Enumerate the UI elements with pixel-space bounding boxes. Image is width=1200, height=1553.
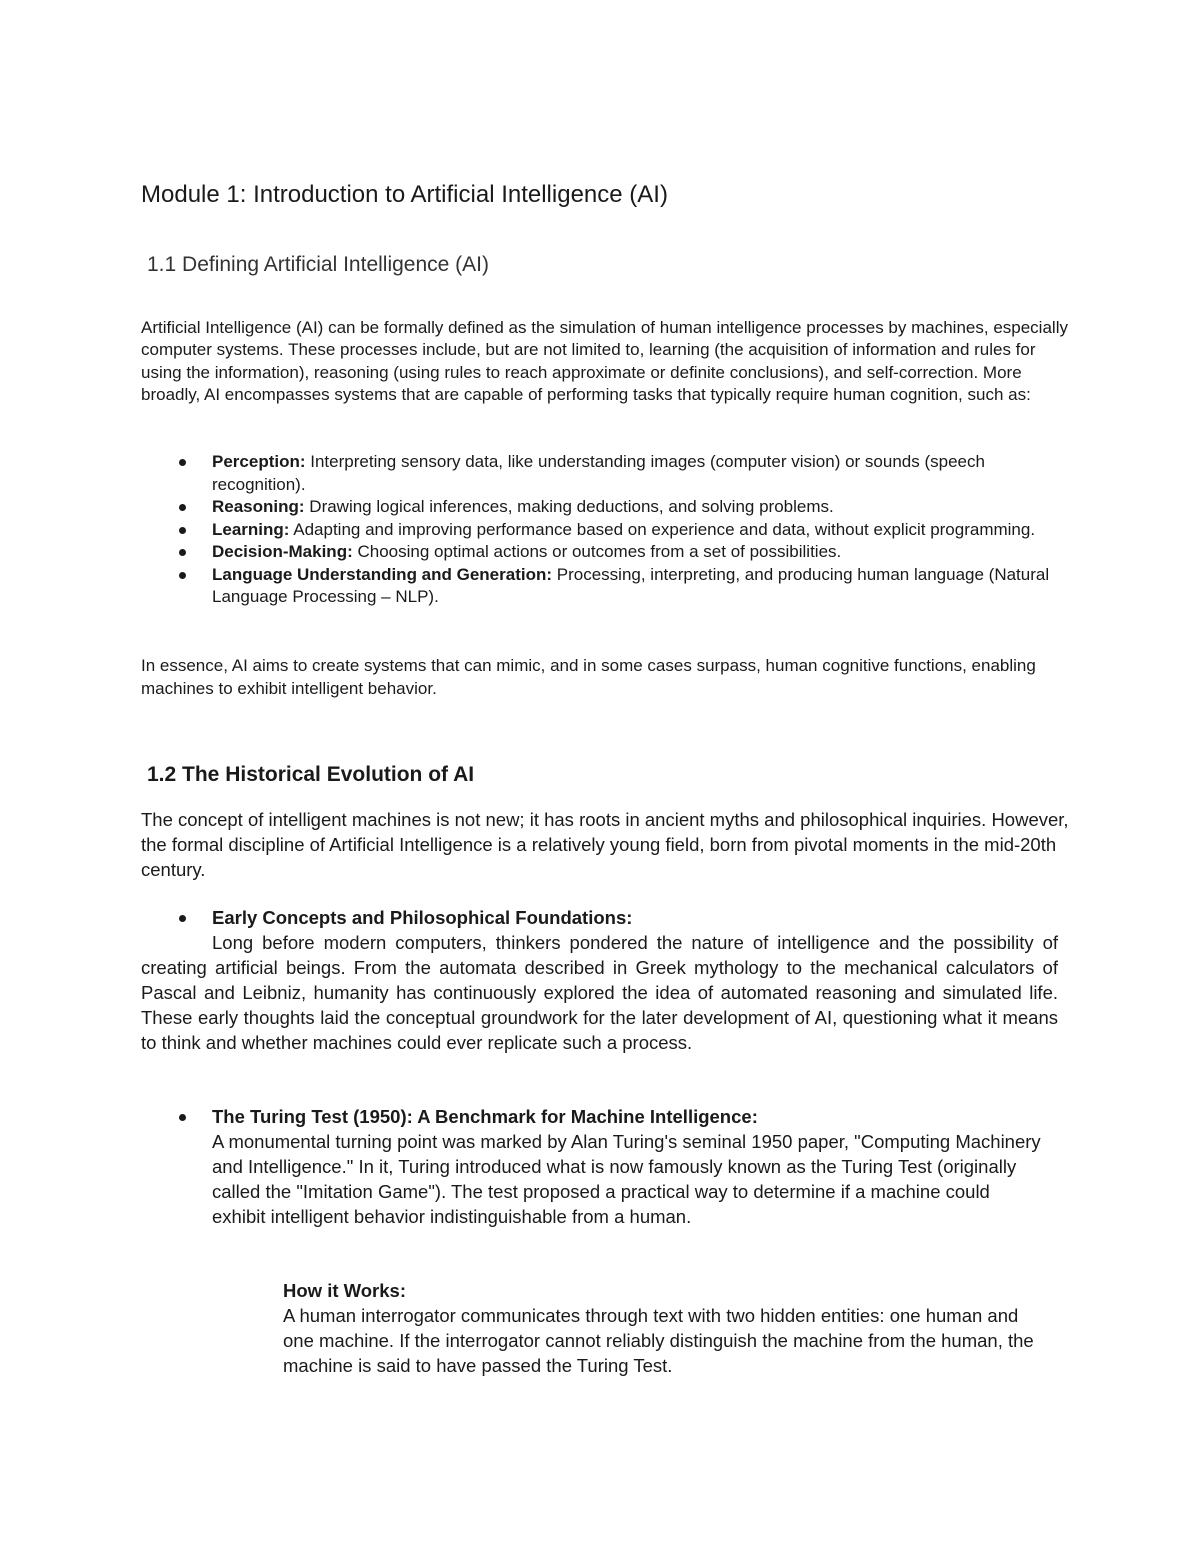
early-concepts-item xyxy=(141,905,1058,1055)
list-item-term: Language Understanding and Generation: xyxy=(212,564,553,584)
list-item xyxy=(141,519,1061,542)
list-item xyxy=(141,451,1061,496)
turing-test-body: A monumental turning point was marked by Alan Turing's seminal 1950 paper, "Computing Machinery and Intelligence." In it, Turing introduced what is now famously known as the Turing Test (originally called the "Imitation Game"). The test proposed a practical way to determine if a machine could exhibit intelligent behavior indistinguishable from a human. xyxy=(212,1131,1041,1227)
bullet-icon xyxy=(179,459,186,466)
section-1-1-outro: In essence, AI aims to create systems that can mimic, and in some cases surpass, human cognitive functions, enabling machines to exhibit intelligent behavior. xyxy=(141,656,1036,698)
bullet-icon xyxy=(179,527,186,534)
section-1-2-intro: The concept of intelligent machines is not new; it has roots in ancient myths and philosophical inquiries. However, the formal discipline of Artificial Intelligence is a relatively young field, born from pivotal moments in the mid-20th century. xyxy=(141,809,1069,880)
turing-test-item xyxy=(141,1104,1041,1229)
bullet-icon xyxy=(179,915,186,922)
early-concepts-body: Long before modern computers, thinkers pondered the nature of intelligence and the possibility of creating artificial beings. From the automata described in Greek mythology to the mechanical calculators of Pascal and Leibniz, humanity has continuously explored the idea of automated reasoning and simulated life. These early thoughts laid the conceptual groundwork for the later development of AI, questioning what it means to think and whether machines could ever replicate such a process. xyxy=(141,932,1058,1053)
list-item-term: Decision-Making: xyxy=(212,542,353,561)
section-1-1-heading: 1.1 Defining Artificial Intelligence (AI) xyxy=(147,253,489,276)
how-it-works-block xyxy=(283,1278,1043,1378)
list-item xyxy=(141,541,1061,564)
bullet-icon xyxy=(179,1114,186,1121)
how-it-works-body: A human interrogator communicates through text with two hidden entities: one human and one machine. If the interrogator cannot reliably distinguish the machine from the human, the machine is said to have passed the Turing Test. xyxy=(283,1305,1034,1376)
list-item-text: Choosing optimal actions or outcomes from a set of possibilities. xyxy=(352,542,842,561)
list-item-text: Interpreting sensory data, like understanding images (computer vision) or sounds (speech recognition). xyxy=(212,452,985,494)
early-concepts-title: Early Concepts and Philosophical Foundations: xyxy=(212,907,633,928)
turing-test-title: The Turing Test (1950): A Benchmark for Machine Intelligence: xyxy=(212,1106,758,1127)
list-item-term: Learning: xyxy=(212,519,290,539)
module-title: Module 1: Introduction to Artificial Intelligence (AI) xyxy=(141,181,668,208)
list-item-term: Perception: xyxy=(212,452,306,471)
bullet-icon xyxy=(179,572,186,579)
list-item-text: Adapting and improving performance based on experience and data, without explicit programming. xyxy=(289,519,1036,539)
section-1-2-heading: 1.2 The Historical Evolution of AI xyxy=(147,763,475,786)
list-item xyxy=(141,496,1061,519)
section-1-1-intro: Artificial Intelligence (AI) can be formally defined as the simulation of human intelligence processes by machines, especially computer systems. These processes include, but are not limited to, learning (the acquisition of information and rules for using the information), reasoning (using rules to reach approximate or definite conclusions), and self-correction. More broadly, AI encompasses systems that are capable of performing tasks that typically require human cognition, such as: xyxy=(141,318,1068,405)
list-item-text: Processing, interpreting, and producing human language (Natural Language Processing – NLP). xyxy=(212,564,1050,606)
capabilities-list xyxy=(141,451,1061,609)
bullet-icon xyxy=(179,504,186,511)
list-item-text: Drawing logical inferences, making deductions, and solving problems. xyxy=(304,497,834,516)
list-item-term: Reasoning: xyxy=(212,497,305,516)
bullet-icon xyxy=(179,549,186,556)
list-item xyxy=(141,564,1061,609)
how-it-works-title: How it Works: xyxy=(283,1280,406,1301)
